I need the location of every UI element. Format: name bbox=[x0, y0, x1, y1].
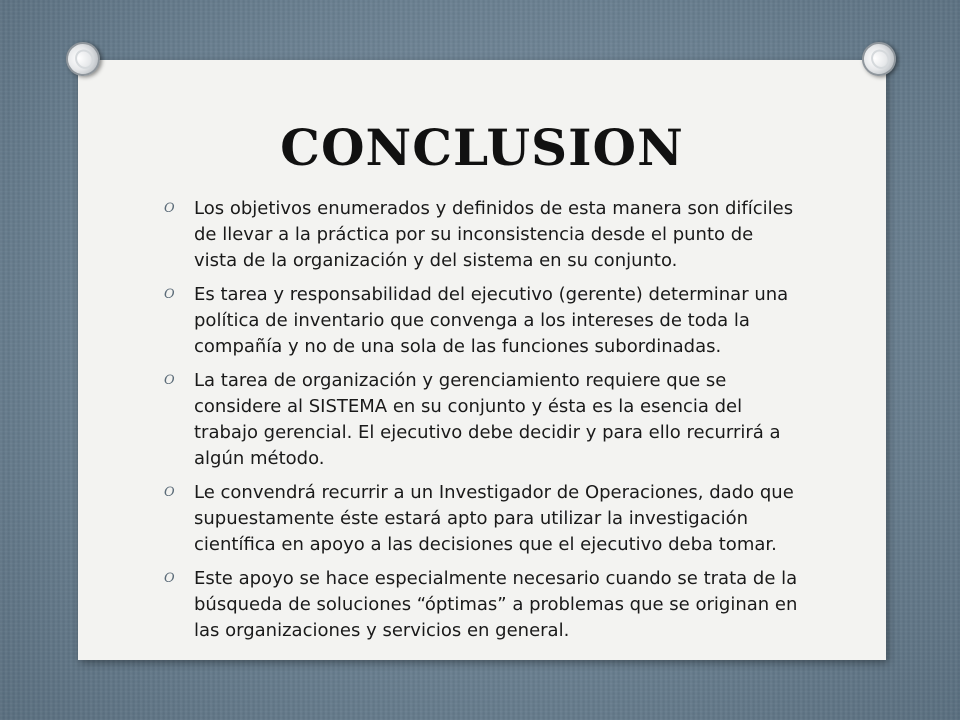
bullet-list bbox=[164, 196, 798, 652]
bullet-text: Le convendrá recurrir a un Investigador de Operaciones, dado que supuestamente éste estará apto para utilizar la investigación científica en apoyo a las decisiones que el ejecutivo deba tomar. bbox=[194, 482, 794, 555]
bullet-icon: O bbox=[164, 485, 175, 500]
bullet-text: Los objetivos enumerados y definidos de esta manera son difíciles de llevar a la práctica por su inconsistencia desde el punto de vista de la organización y del sistema en su conjunto. bbox=[194, 198, 794, 271]
bullet-icon: O bbox=[164, 571, 175, 586]
bullet-item bbox=[164, 368, 798, 472]
bullet-text: Es tarea y responsabilidad del ejecutivo (gerente) determinar una política de inventario que convenga a los intereses de toda la compañía y no de una sola de las funciones subordinadas. bbox=[194, 284, 789, 357]
slide-title: CONCLUSION bbox=[280, 118, 684, 177]
bullet-item bbox=[164, 480, 798, 558]
bullet-icon: O bbox=[164, 287, 175, 302]
bullet-text: Este apoyo se hace especialmente necesario cuando se trata de la búsqueda de soluciones “óptimas” a problemas que se originan en las organizaciones y servicios en general. bbox=[194, 568, 798, 641]
bullet-icon: O bbox=[164, 373, 175, 388]
bullet-text: La tarea de organización y gerenciamiento requiere que se considere al SISTEMA en su conjunto y ésta es la esencia del trabajo gerencial. El ejecutivo debe decidir y para ello recurrirá a algún método. bbox=[194, 370, 781, 469]
bullet-item bbox=[164, 566, 798, 644]
slide-card bbox=[78, 60, 886, 660]
bullet-icon: O bbox=[164, 201, 175, 216]
bullet-item bbox=[164, 282, 798, 360]
bullet-item bbox=[164, 196, 798, 274]
